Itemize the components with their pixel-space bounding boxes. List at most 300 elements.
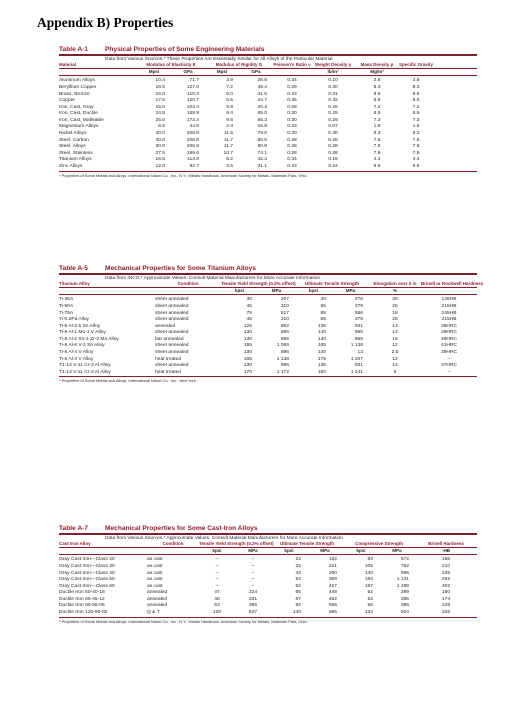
table-cell: 130 [243,350,252,356]
row-label: Ductile Iron 120-90-02 [59,610,108,616]
table-cell: as cast [147,563,163,569]
row-label: Gray Cast Iron—Class 40 [59,570,115,576]
table-cell: 135 [317,323,326,329]
table-cell: annealed [147,590,168,596]
table-cell: 359 [400,590,410,596]
row-label: Ductile Iron 65-45-12 [59,596,105,602]
table-cell: 924 [400,610,410,616]
table-cell: 71.7 [189,78,200,84]
table-cell: 27.5 [155,150,165,156]
table-cell: 0.24 [328,164,338,170]
col-header: Compressive Strength [343,542,415,547]
table-cell: 0.28 [328,150,338,156]
table-cell: 310 [280,317,289,323]
table-cell: 6.5 [226,98,234,104]
table-cell: 0.28 [287,150,297,156]
table-cell: 2.8 [412,78,420,84]
table-row [59,144,477,151]
table-a7-header [59,525,477,535]
table-cell: 52 [367,590,373,596]
table-row [59,564,477,571]
table-cell: 331 [248,596,258,602]
table-cell: 0.34 [287,157,297,163]
table-a7 [59,525,477,624]
unit-cell: MPa [307,547,343,554]
table-row [59,610,477,617]
table-cell: 16.0 [155,91,165,97]
table-row [59,317,477,324]
row-label: Titanium Alloys [59,157,92,163]
table-cell: 565 [328,603,337,609]
table-cell: 9.6 [226,117,234,123]
table-cell: 39HRC [440,323,458,329]
table-cell: 80.8 [257,137,268,143]
table-cell: heat treated [155,356,182,362]
table-cell: 0.30 [287,117,297,123]
table-cell: – [215,557,219,563]
table-cell: 53 [367,596,373,602]
table-a1-header [59,46,477,56]
row-label: Ti-8 Al-1 Mo-1 V Alloy [59,330,106,336]
row-label: Ductile Iron 80-55-06 [59,603,105,609]
table-cell: 26.8 [257,78,268,84]
table-cell: 262 [441,577,451,583]
row-label: Iron, Cast, Malleable [59,117,104,123]
table-cell: 1 069 [276,343,289,349]
table-subtitle: Data from INCO.* Approximate Values. Consult Material Manufacturers for More Accurate Information [105,276,321,281]
table-cell: 45 [246,317,252,323]
col-header: Modulus of Elasticity E [137,63,205,68]
table-subtitle: Data from Various Sources.* These Properties Are Essentially Similar for All Alloys of the Particular Material [105,57,333,62]
table-cell: 125 [243,323,252,329]
row-label: Gray Cast Iron—Class 60 [59,583,115,589]
table-cell: 65 [295,590,301,596]
row-label: Steel, Stainless [59,150,93,156]
table-cell: 324 [248,590,258,596]
table-number: Table A-1 [59,46,88,53]
table-cell: sheet annealed [155,330,189,336]
row-label: Brass, Bronze [59,91,90,97]
table-cell: 189.6 [186,150,200,156]
table-cell: 62 [295,583,301,589]
table-cell: 0.33 [287,91,297,97]
table-cell: 2.4 [226,124,234,130]
table-cell: – [251,570,255,576]
table-cell: 6.0 [226,91,234,97]
table-cell: 30 [392,297,398,303]
table-cell: 10.4 [155,78,165,84]
table-cell: 245HB [441,310,457,316]
table-cell: 130 [243,330,252,336]
table-cell: 140 [317,350,326,356]
table-cell: 1 138 [276,356,289,362]
table-cell: 7.2 [226,84,234,90]
table-cell: 55 [320,317,326,323]
table-cell: 40.4 [257,104,268,110]
table-cell: 30.0 [155,144,165,150]
table-cell: 1 172 [276,369,289,375]
table-cell: 180 [317,369,326,375]
table-cell: 41.5 [257,91,268,97]
unit-cell: lb/in³ [311,68,355,75]
table-cell: 7.2 [412,104,420,110]
table-cell: sheet annealed [155,297,189,303]
unit-cell: kpsi [295,287,332,294]
table-cell: 965 [354,330,363,336]
table-cell: 7.8 [373,144,381,150]
table-footnote: * Properties of Some Metals and Alloys, International Nickel Co., Inc., N.Y.; Metals Handbook, American Society for Metals, Materials Park, Ohio. [59,171,477,178]
table-cell: 4.4 [412,157,420,163]
table-cell: 11.7 [223,144,234,150]
table-cell: 140 [364,570,373,576]
table-cell: 103.4 [186,104,200,110]
table-cell: 228 [441,603,451,609]
table-cell: 6.2 [226,157,234,163]
table-cell: 134 [364,610,373,616]
table-cell: 16.8 [257,124,268,130]
row-label: T1-13 V-11 Cr-3 Al Alloy [59,363,111,369]
unit-cell: GPa [171,68,205,75]
table-cell: – [251,557,255,563]
table-cell: 24.5 [155,111,165,117]
table-cell: 39HRC [440,330,458,336]
col-header: Material [59,63,137,68]
table-cell: 0.34 [287,78,297,84]
table-a1 [59,46,477,178]
col-header: Mass Density ρ [355,63,399,68]
table-cell: 30.0 [155,131,165,137]
table-cell: 0.29 [287,84,297,90]
table-cell: 13 [392,363,398,369]
table-cell: bar annealed [155,336,184,342]
table-cell: 4.5 [226,164,234,170]
table-cell: 365 [248,603,258,609]
table-cell: 7.8 [373,150,381,156]
table-cell: 17.5 [155,98,165,104]
table-cell: 0.30 [287,111,297,117]
table-cell: 896 [280,363,289,369]
unit-cell: Mpsi [205,68,239,75]
table-cell: 82 [295,603,301,609]
table-cell: – [447,356,451,362]
table-cell: 41HRC [440,343,458,349]
table-cell: 379 [354,317,363,323]
table-cell: 16.5 [155,157,165,163]
table-cell: 39HRC [440,350,458,356]
table-cell: 168.9 [186,111,200,117]
row-label: Gray Cast Iron—Class 30 [59,563,115,569]
table-cell: 174 [441,596,451,602]
row-label: Magnesium Alloys [59,124,99,130]
row-label: Ductile Iron 60-40-18 [59,590,105,596]
table-cell: 6.6 [412,164,420,170]
table-row [59,577,477,584]
table-cell: 155 [243,343,252,349]
table-cell: 5.9 [226,104,234,110]
table-cell: 7.3 [412,117,420,123]
table-cell: 56 [367,603,373,609]
table-cell: 965 [400,570,410,576]
unit-cell [273,68,311,75]
col-header: Elongation over 2 in [369,282,421,287]
row-label: Ti-5 Al-2.5 Sn Alloy [59,323,101,329]
table-cell: as cast [147,583,163,589]
table-cell: 379 [354,303,363,309]
table-cell: 140 [317,330,326,336]
table-cell: 931 [354,363,363,369]
table-cell: 1 207 [350,356,363,362]
table-cell: 42 [295,570,301,576]
row-label: Gray Cast Iron—Class 20 [59,557,115,563]
table-cell: 37HRC [440,363,458,369]
table-cell: 206.8 [186,144,200,150]
table-cell: 7.3 [373,117,381,123]
table-cell: as cast [147,570,163,576]
table-cell: as cast [147,577,163,583]
row-label: T1-13 V-11 Cr-3 Al Alloy [59,369,111,375]
table-cell: 156 [441,557,451,563]
row-label: Steel, Alloys [59,144,86,150]
table-cell: 18 [392,310,398,316]
row-label: Copper [59,98,76,104]
table-cell: 572 [400,557,410,563]
row-label: Iron, Cast, Gray [59,104,94,110]
table-cell: as cast [147,557,163,563]
table-title: Mechanical Properties for Some Cast-Iron Alloys [105,525,258,532]
row-label: Zinc Alloys [59,164,83,170]
table-row [59,337,477,344]
col-header: Brinell or Rockwell Hardness [421,281,484,286]
table-cell: 0.30 [328,131,338,137]
row-label: Ti-75A [59,310,74,316]
table-cell: 75 [246,310,252,316]
row-label: Ti-6 Al-4 V Alloy [59,350,94,356]
unit-cell: kpsi [221,287,258,294]
col-header: Ultimate Tensile Strength [295,282,369,287]
table-cell: 302 [441,583,451,589]
table-row [59,98,477,105]
table-a5-header [59,265,477,275]
table-cell: 49.4 [257,84,268,90]
table-cell: 1.8 [373,124,381,130]
table-row [59,363,477,370]
table-cell: 83 [367,557,373,563]
row-label: Ti-8 Al-6 V-2 Sn Alloy [59,343,105,349]
table-cell: 0.33 [287,124,297,130]
table-cell: 0.33 [287,164,297,170]
table-cell: 80.8 [257,144,268,150]
row-label: Ti-0.2Pd Alloy [59,317,89,323]
table-cell: 517 [280,310,289,316]
table-number: Table A-7 [59,525,88,532]
row-label: Steel, Carbon [59,137,89,143]
table-cell: 1 131 [396,577,410,583]
table-cell: 235 [441,570,451,576]
table-cell: 187 [364,583,373,589]
table-cell: 30.0 [155,137,165,143]
table-cell: 44.7 [257,98,268,104]
table-cell: 22 [295,557,301,563]
table-cell: 109 [364,563,373,569]
table-cell: 965 [354,336,363,342]
table-cell: 0.31 [328,91,338,97]
unit-cell: MPa [235,547,271,554]
table-cell: – [215,570,219,576]
table-cell: 207 [280,297,289,303]
table-cell: 365 [400,596,410,602]
table-row [59,76,477,85]
table-cell: 66.3 [257,117,268,123]
table-row [59,597,477,604]
table-cell: 32 [295,563,301,569]
table-cell: 120.7 [186,98,200,104]
table-cell: 110.3 [187,91,200,97]
table-cell: 0.26 [328,117,338,123]
table-cell: 9.4 [226,111,234,117]
table-cell: 65.0 [257,111,268,117]
col-header: Poisson's Ratio ν [273,62,311,67]
table-cell: 896 [280,336,289,342]
table-cell: 82.7 [189,164,200,170]
col-header: Tensile Yield Strength (0.2% offset) [199,541,274,546]
table-cell: 10.7 [223,150,234,156]
table-cell: 13 [357,350,363,356]
table-cell: sheet annealed [155,363,189,369]
unit-cell [59,547,147,554]
table-cell: 47 [214,590,220,596]
table-row [59,350,477,357]
unit-cell: GPa [239,68,273,75]
table-cell: heat treated [155,369,182,375]
col-header: Condition [147,542,199,547]
table-cell: 0.28 [328,144,338,150]
table-cell: sheet annealed [155,310,189,316]
row-label: Gray Cast Iron—Class 50 [59,577,115,583]
table-cell: 0.28 [287,104,297,110]
col-header: Condition [155,282,221,287]
table-row [59,555,477,564]
table-row [59,304,477,311]
table-cell: 15.0 [155,104,165,110]
table-cell: 0.30 [287,131,297,137]
table-a7-grid [59,542,477,617]
table-cell: 896 [280,350,289,356]
table-cell: 130 [243,336,252,342]
table-cell: – [447,369,451,375]
table-cell: 8.3 [412,131,420,137]
table-cell: Q & T [147,610,160,616]
table-cell: 40 [320,297,326,303]
table-cell: sheet annealed [155,317,189,323]
table-row [59,357,477,364]
table-cell: – [251,583,255,589]
table-cell: 172.4 [186,117,200,123]
unit-cell [59,68,137,75]
table-cell: 160 [441,590,451,596]
table-cell: 8.3 [412,84,420,90]
table-cell: 215HB [441,317,457,323]
table-cell: 165 [317,343,326,349]
unit-cell [59,287,155,294]
row-label: Iron, Cast, Ductile [59,111,98,117]
unit-cell [147,547,199,554]
table-cell: 6.9 [373,111,381,117]
table-cell: annealed [147,603,168,609]
table-cell: 164 [364,577,373,583]
table-a5-grid [59,281,484,376]
table-cell: 8.6 [373,91,381,97]
table-cell: 67 [295,596,301,602]
col-header: Ultimate Tensile Strength [271,542,343,547]
table-cell: 18.5 [155,84,165,90]
table-cell: 931 [354,323,363,329]
table-cell: 7.8 [373,137,381,143]
table-cell: 130 [243,363,252,369]
unit-cell: kpsi [199,547,235,554]
table-a5 [59,265,484,384]
table-cell: 0.26 [328,104,338,110]
row-label: Ti-8 Al-2 Sn-4 Zr-2 Mo Alloy [59,336,119,342]
table-cell: 140 [317,336,326,342]
table-cell: 359 [328,577,337,583]
table-cell: 1.8 [412,124,420,130]
table-cell: 55 [320,303,326,309]
table-cell: 896 [280,330,289,336]
table-footnote: * Properties of Some Metals and Alloys, International Nickel Co., Inc., N.Y.; Metals Handbook, American Society for Metals, Materials Park, Ohio. [59,617,477,624]
table-cell: 221 [328,563,337,569]
unit-cell: -HB [415,547,477,554]
table-cell: 0.28 [287,137,297,143]
table-cell: 8.3 [373,131,381,137]
table-cell: 8.9 [412,98,420,104]
table-cell: 6.9 [412,111,420,117]
unit-cell: Mg/m³ [355,68,399,75]
table-cell: 1 289 [396,583,410,589]
table-cell: 215HB [441,303,457,309]
table-row [59,343,477,350]
table-cell: 6.6 [373,164,381,170]
col-header: Specific Gravity [399,62,434,67]
unit-cell: MPa [379,547,415,554]
unit-cell: MPa [332,287,369,294]
table-cell: 175 [317,356,326,362]
table-title: Mechanical Properties for Some Titanium Alloys [105,265,256,272]
table-cell: 15 [392,336,398,342]
unit-cell: kpsi [343,547,379,554]
table-cell: 52 [295,577,301,583]
table-cell: 7.8 [412,144,420,150]
table-cell: – [215,577,219,583]
table-cell: 210 [441,563,451,569]
table-cell: 2.8 [373,78,381,84]
table-cell: 586 [354,310,363,316]
table-cell: 0.25 [328,111,338,117]
col-header: Modulus of Rigidity G [205,63,273,68]
unit-cell: Mpsi [137,68,171,75]
table-cell: 30 [246,297,252,303]
table-cell: 310 [280,303,289,309]
table-cell: – [215,563,219,569]
table-cell: 1 241 [350,369,363,375]
table-cell: 0.10 [328,78,338,84]
table-cell: 127.6 [186,84,200,90]
table-cell: 276 [354,297,363,303]
table-row [59,590,477,597]
table-number: Table A-5 [59,265,88,272]
table-cell: 11.5 [223,131,234,137]
table-cell: 0.32 [328,98,338,104]
table-cell: 206.8 [186,137,200,143]
